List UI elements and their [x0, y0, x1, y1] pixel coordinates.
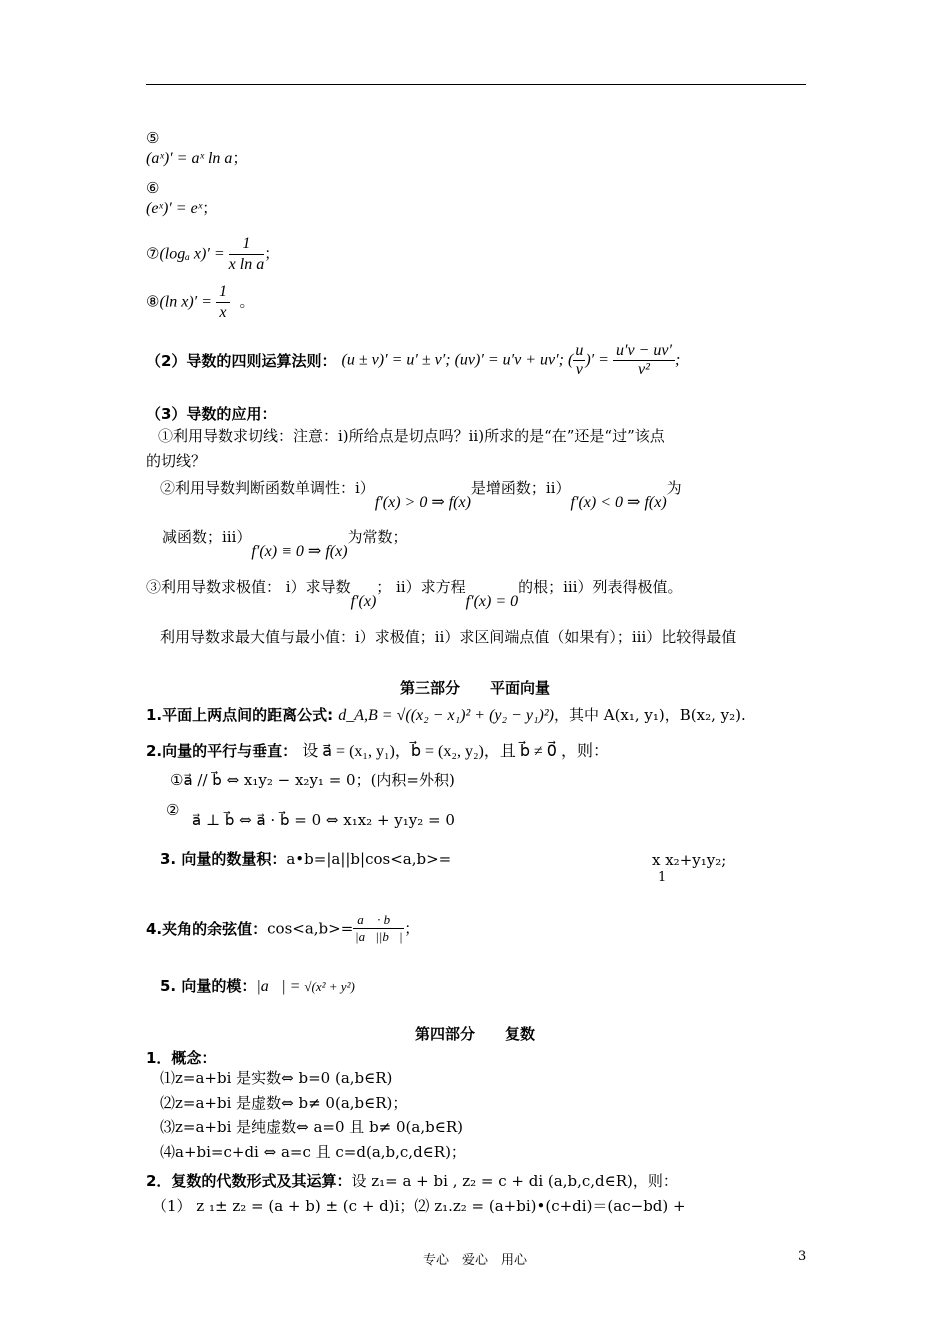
formula-number: ⑦ [146, 244, 160, 263]
section-label: 2.向量的平行与垂直： [146, 742, 298, 760]
text: 是增函数；ⅱ） [470, 479, 571, 497]
formula-expression: (logₐ x)′ = [159, 245, 229, 263]
math: |a⃗| = [256, 978, 305, 995]
section-label: 2．复数的代数形式及其运算： [146, 1172, 352, 1190]
concept-line-1: ⑴z=a+bi 是实数⇔ b=0 (a,b∈R) [160, 1069, 393, 1087]
section-label: 1.平面上两点间的距离公式: [146, 706, 334, 724]
apps-line-1: ①利用导数求切线：注意：ⅰ)所给点是切点吗？ⅱ)所求的是“在”还是“过”该点 [158, 427, 665, 445]
text: a•b=|a||b|cos<a,b>= [286, 850, 452, 868]
text: ②利用导数判断函数单调性：ⅰ） [160, 479, 375, 497]
math: f′(x) ≡ 0 ⇒ f(x) [251, 543, 348, 560]
fraction-denominator: x [219, 304, 227, 321]
section-label: 3. 向量的数量积： [160, 850, 287, 868]
formula-end: 。 [239, 292, 255, 311]
fraction-denominator: v² [637, 361, 650, 378]
text: cos<a,b>= [267, 919, 354, 938]
dot-product-subscript: 1 [658, 870, 667, 885]
apps-line-1b: 的切线？ [146, 452, 207, 470]
text: ③利用导数求极值： ⅰ）求导数 [146, 578, 351, 596]
formula-expression: (eˣ)′ = eˣ [146, 200, 203, 217]
part3-title: 第三部分 平面向量 [399, 679, 550, 697]
page-number: 3 [798, 1249, 807, 1264]
formula-number: ⑧ [146, 292, 160, 311]
math: f′(x) = 0 [465, 593, 519, 610]
concept-line-3: ⑶z=a+bi 是纯虚数⇔ a=0 且 b≠ 0(a,b∈R) [160, 1118, 463, 1136]
parallel-perpendicular [146, 740, 609, 762]
text: ，其中 A(x₁, y₁)，B(x₂, y₂). [553, 706, 746, 724]
formula-6 [146, 178, 217, 219]
fraction-denominator: x ln a [228, 256, 265, 273]
math: f′(x) < 0 ⇒ f(x) [570, 494, 667, 511]
fraction [613, 342, 675, 379]
perpendicular-number: ② [166, 801, 180, 819]
fraction [353, 912, 404, 945]
section-label: （2）导数的四则运算法则： [146, 352, 337, 370]
fraction [216, 282, 230, 323]
math: f′(x) [350, 593, 377, 610]
rules-expression-mid: )′ = [585, 351, 613, 369]
formula-expression: (aˣ)′ = aˣ ln a [146, 150, 233, 167]
formula-number: ⑥ [146, 179, 160, 197]
text: 为 [666, 479, 682, 497]
rules-end: ; [674, 351, 681, 369]
formula-end: ； [202, 199, 218, 217]
perpendicular-condition: a⃗ ⊥ b⃗ ⇔ a⃗ · b⃗ = 0 ⇔ x₁x₂ + y₁y₂ = 0 [192, 811, 455, 829]
math: √(x² + y²) [304, 979, 355, 994]
algebraic-ops: （1） z ₁± z₂ = (a + b) ± (c + d)i；⑵ z₁.z₂ = (a+bi)•(c+di)＝(ac−bd) + [152, 1197, 686, 1215]
dot-product [160, 848, 451, 869]
distance-formula [146, 704, 746, 725]
footer-motto: 专心 爱心 用心 [422, 1253, 527, 1268]
fraction-numerator: 1 [216, 282, 230, 303]
fraction-denominator: |a⃗||b⃗| [355, 929, 403, 944]
text: ； ⅱ）求方程 [376, 578, 466, 596]
header-rule [146, 84, 806, 85]
math: f′(x) > 0 ⇒ f(x) [374, 494, 471, 511]
formula-5 [146, 128, 247, 169]
fraction-numerator: a⃗ · b⃗ [353, 912, 404, 929]
fraction-numerator: u [575, 342, 584, 359]
text: 设 a⃗ = (x₁, y₁)，b⃗ = (x₂, y₂)，且 b⃗ ≠ 0⃗ ，则： [302, 743, 609, 760]
concept-line-2: ⑵z=a+bi 是虚数⇔ b≠ 0(a,b∈R)； [160, 1094, 408, 1112]
fraction-numerator: 1 [229, 234, 265, 255]
formula-end: ； [264, 244, 280, 263]
formula-7 [146, 234, 279, 275]
derivative-rules [146, 342, 680, 379]
fraction-numerator: u′v − uv′ [613, 342, 675, 361]
apps-line-2 [160, 478, 682, 511]
parallel-condition: ①a⃗ // b⃗ ⇔ x₁y₂ − x₂y₁ = 0；(内积=外积) [170, 771, 455, 789]
cosine-angle [146, 912, 419, 945]
text: 的根；ⅲ）列表得极值。 [518, 578, 683, 596]
apps-line-4 [146, 577, 683, 610]
concept-line-4: ⑷a+bi=c+di ⇔ a=c 且 c=d(a,b,c,d∈R)； [160, 1143, 466, 1161]
formula-number: ⑤ [146, 129, 160, 147]
math: d_A,B = √((x₂ − x₁)² + (y₂ − y₁)²) [338, 707, 554, 724]
text: 为常数； [347, 528, 408, 546]
apps-line-5: 利用导数求最大值与最小值：ⅰ）求极值；ⅱ）求区间端点值（如果有）；ⅲ）比较得最值 [160, 628, 737, 646]
concept-label: 1．概念： [146, 1049, 217, 1067]
section-label: 5. 向量的模： [160, 977, 257, 995]
text: 减函数；ⅲ） [162, 528, 252, 546]
fraction-denominator: v [575, 361, 583, 378]
formula-end: ； [232, 149, 248, 167]
section-label: 4.夹角的余弦值： [146, 920, 268, 938]
algebraic-form [146, 1170, 678, 1191]
part4-title: 第四部分 复数 [414, 1025, 535, 1043]
rules-expression: (u ± v)′ = u′ ± v′; (uv)′ = u′v + uv′; ( [341, 351, 574, 369]
fraction [573, 342, 585, 379]
apps-heading: （3）导数的应用： [146, 405, 277, 423]
text: 设 z₁= a + bi , z₂ = c + di (a,b,c,d∈R)，则： [351, 1172, 678, 1190]
formula-8 [146, 282, 255, 323]
apps-line-3 [162, 527, 408, 560]
text: ； [404, 919, 420, 938]
vector-magnitude [160, 975, 355, 996]
dot-product-right: x x₂+y₁y₂; [652, 851, 727, 869]
formula-expression: (ln x)′ = [159, 293, 216, 311]
fraction [229, 234, 265, 275]
